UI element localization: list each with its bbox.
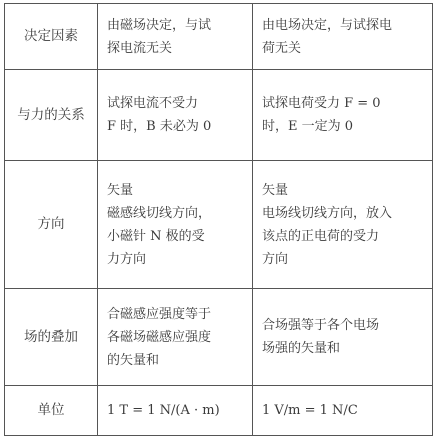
row-label: 单位 <box>5 386 98 436</box>
cell-line: 由电场决定，与试探电 <box>262 17 393 33</box>
row-label: 场的叠加 <box>5 289 98 386</box>
cell-line: 各磁场磁感应强度 <box>107 329 212 345</box>
cell-line: 电场线切线方向，放入 <box>262 205 393 221</box>
row-label: 决定因素 <box>5 4 98 70</box>
cell-line: 矢量 <box>107 182 134 198</box>
cell-line: 1 V/m = 1 N/C <box>262 403 358 418</box>
table-row <box>5 289 433 386</box>
cell-line: 合场强等于各个电场 <box>262 318 380 333</box>
cell-line: 荷无关 <box>262 40 302 56</box>
magnetic-cell <box>98 289 253 386</box>
cell-line: 试探电流不受力 <box>107 96 199 111</box>
electric-cell <box>253 4 433 70</box>
magnetic-cell <box>98 386 253 436</box>
cell-line: 的矢量和 <box>107 352 160 368</box>
table-row <box>5 161 433 289</box>
magnetic-cell <box>98 4 253 70</box>
electric-cell <box>253 161 433 289</box>
cell-line: 方向 <box>262 251 289 267</box>
row-label: 与力的关系 <box>5 70 98 161</box>
table-row <box>5 4 433 70</box>
table-row <box>5 70 433 161</box>
cell-line: F 时，B 未必为 0 <box>107 119 212 134</box>
table-row <box>5 386 433 436</box>
comparison-table <box>4 3 433 436</box>
cell-line: 由磁场决定，与试 <box>107 17 212 33</box>
cell-line: 合磁感应强度等于 <box>107 306 212 322</box>
cell-line: 场强的矢量和 <box>262 341 341 356</box>
cell-line: 时，E 一定为 0 <box>262 119 354 134</box>
electric-cell <box>253 386 433 436</box>
cell-line: 探电流无关 <box>107 40 173 56</box>
cell-line: 试探电荷受力 F = 0 <box>262 96 381 111</box>
cell-line: 该点的正电荷的受力 <box>262 228 380 244</box>
magnetic-cell <box>98 161 253 289</box>
electric-cell <box>253 70 433 161</box>
row-label: 方向 <box>5 161 98 289</box>
magnetic-cell <box>98 70 253 161</box>
cell-line: 1 T = 1 N/(A · m) <box>107 403 220 418</box>
cell-line: 矢量 <box>262 182 289 198</box>
cell-line: 小磁针 N 极的受 <box>107 228 205 244</box>
electric-cell <box>253 289 433 386</box>
cell-line: 力方向 <box>107 251 147 267</box>
cell-line: 磁感线切线方向， <box>107 205 212 221</box>
